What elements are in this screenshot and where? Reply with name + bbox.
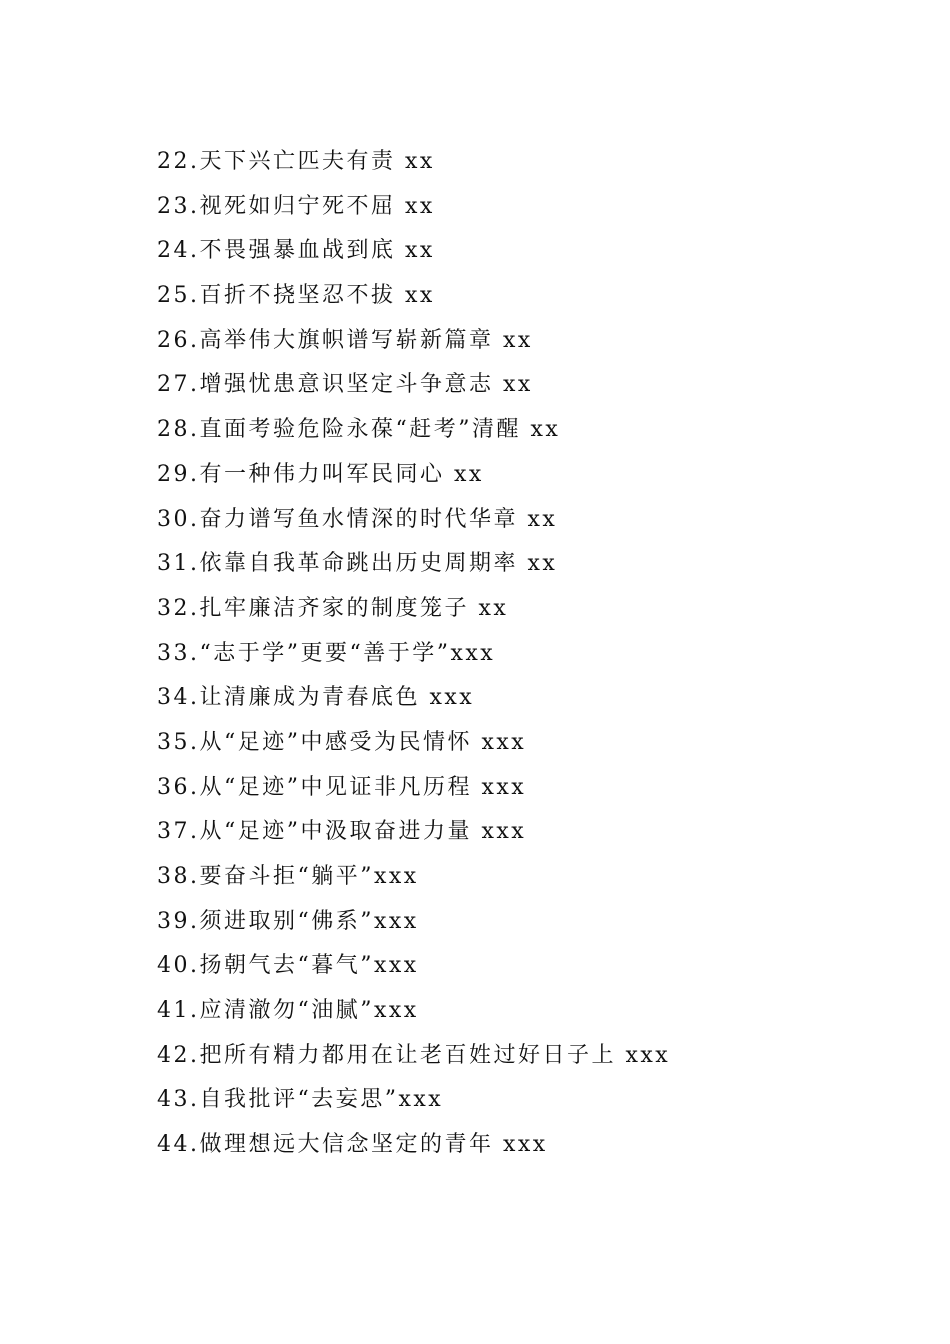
list-item-text: 22.天下兴亡匹夫有责 xx <box>157 149 435 174</box>
title-list <box>157 140 670 1168</box>
list-item-text: 34.让清廉成为青春底色 xxx <box>157 685 475 711</box>
list-item <box>157 319 670 364</box>
list-item-text: 26.高举伟大旗帜谱写崭新篇章 xx <box>157 327 533 353</box>
list-item-text: 24.不畏强暴血战到底 xx <box>157 238 435 264</box>
list-item <box>157 989 670 1034</box>
list-item <box>157 1034 670 1079</box>
list-item <box>157 587 670 632</box>
list-item <box>157 453 670 498</box>
list-item-text: 29.有一种伟力叫军民同心 xx <box>157 461 484 487</box>
list-item <box>157 408 670 453</box>
list-item-text: 43.自我批评“去妄思”xxx <box>157 1087 444 1113</box>
list-item <box>157 363 670 408</box>
list-item <box>157 542 670 587</box>
list-item-text: 25.百折不挠坚忍不拔 xx <box>157 283 435 309</box>
list-item-text: 33.“志于学”更要“善于学”xxx <box>157 640 496 666</box>
list-item <box>157 140 670 185</box>
list-item-text: 44.做理想远大信念坚定的青年 xxx <box>157 1132 548 1158</box>
list-item-text: 38.要奋斗拒“躺平”xxx <box>157 864 419 889</box>
list-item-text: 27.增强忧患意识坚定斗争意志 xx <box>157 372 533 398</box>
list-item-text: 28.直面考验危险永葆“赶考”清醒 xx <box>157 417 561 443</box>
list-item <box>157 632 670 677</box>
list-item <box>157 274 670 319</box>
list-item-text: 36.从“足迹”中见证非凡历程 xxx <box>157 774 527 800</box>
list-item-text: 32.扎牢廉洁齐家的制度笼子 xx <box>157 595 509 621</box>
list-item <box>157 1123 670 1168</box>
list-item-text: 23.视死如归宁死不屈 xx <box>157 193 435 219</box>
list-item-text: 42.把所有精力都用在让老百姓过好日子上 xxx <box>157 1042 671 1068</box>
list-item-text: 41.应清澈勿“油腻”xxx <box>157 998 419 1024</box>
list-item <box>157 185 670 230</box>
list-item-text: 40.扬朝气去“暮气”xxx <box>157 953 419 979</box>
list-item <box>157 766 670 811</box>
list-item-text: 37.从“足迹”中汲取奋进力量 xxx <box>157 819 527 845</box>
list-item-text: 30.奋力谱写鱼水情深的时代华章 xx <box>157 506 558 532</box>
list-item <box>157 810 670 855</box>
list-item <box>157 900 670 945</box>
list-item <box>157 676 670 721</box>
list-item <box>157 721 670 766</box>
list-item-text: 35.从“足迹”中感受为民情怀 xxx <box>157 729 527 755</box>
list-item <box>157 855 670 900</box>
list-item <box>157 944 670 989</box>
list-item <box>157 229 670 274</box>
list-item <box>157 1078 670 1123</box>
list-item <box>157 498 670 543</box>
list-item-text: 31.依靠自我革命跳出历史周期率 xx <box>157 551 558 577</box>
list-item-text: 39.须进取别“佛系”xxx <box>157 908 419 934</box>
